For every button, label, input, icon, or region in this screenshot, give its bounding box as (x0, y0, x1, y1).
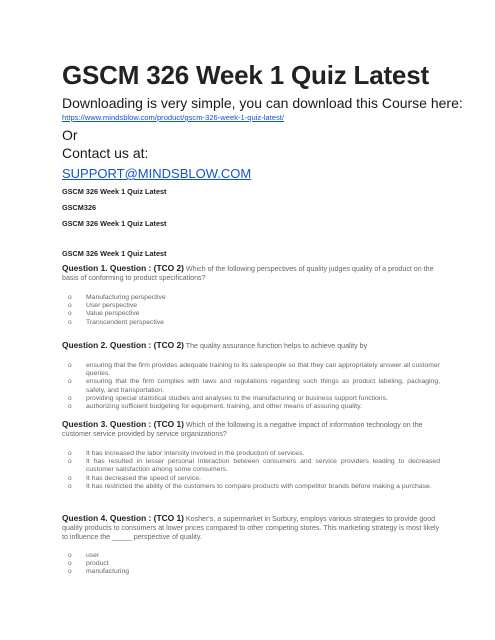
bullet-icon: o (68, 403, 72, 411)
option-item (62, 362, 440, 378)
question-text: Which of the following is a negative impact of information technology on the customer service provided by service organizations? (62, 421, 423, 439)
options-list-2 (62, 362, 440, 411)
question-text: The quality assurance function helps to achieve quality by (183, 342, 368, 350)
course-link[interactable]: https://www.mindsblow.com/product/gscm-326-week-1-quiz-latest/ (62, 113, 284, 122)
options-list-1 (62, 294, 440, 327)
tco-tag: (TCO 2) (153, 263, 184, 273)
option-item (62, 395, 440, 403)
option-text: product (86, 560, 109, 568)
bullet-icon: o (68, 310, 72, 318)
option-item (62, 378, 440, 394)
option-item (62, 475, 440, 483)
bullet-icon: o (68, 302, 72, 310)
option-text: authorizing sufficient budgeting for equipment, training, and other means of assuring quality. (86, 403, 362, 411)
options-list-4 (62, 552, 440, 577)
support-email-link[interactable]: SUPPORT@MINDSBLOW.COM (62, 166, 252, 181)
options-list-3 (62, 450, 440, 491)
option-item (62, 568, 440, 576)
bullet-icon: o (68, 560, 72, 568)
option-text: providing special statistical studies and analyses to the manufacturing or business support functions. (86, 394, 388, 402)
bullet-icon: o (68, 394, 72, 402)
option-item (62, 403, 440, 411)
course-title-line: GSCM 326 Week 1 Quiz Latest (62, 187, 167, 196)
bullet-icon: o (68, 294, 72, 301)
question-3 (62, 420, 442, 439)
question-heading: Question 4. Question : (62, 513, 154, 523)
bullet-icon: o (68, 474, 72, 482)
option-text: user (86, 552, 100, 559)
option-text: Value perspective (86, 310, 140, 318)
option-item (62, 552, 440, 560)
question-4 (62, 514, 442, 543)
page-title: GSCM 326 Week 1 Quiz Latest (62, 60, 429, 90)
option-text: Manufacturing perspective (86, 294, 166, 301)
question-heading: Question 1. Question : (62, 263, 154, 273)
option-item (62, 302, 440, 310)
bullet-icon: o (68, 362, 72, 369)
bullet-icon: o (68, 482, 72, 490)
option-text: ensuring that the firm provides adequate training to its salespeople so that they can appropriately answer all customer queries. (86, 362, 440, 378)
tco-tag: (TCO 1) (153, 419, 184, 429)
or-text: Or (62, 127, 78, 143)
course-title-line: GSCM 326 Week 1 Quiz Latest (62, 249, 167, 258)
option-item (62, 560, 440, 568)
option-item (62, 483, 440, 491)
option-item (62, 450, 440, 458)
option-item (62, 319, 440, 327)
bullet-icon: o (68, 378, 72, 386)
tco-tag: (TCO 2) (153, 340, 184, 350)
option-text: Transcendent perspective (86, 318, 164, 326)
question-heading: Question 3. Question : (62, 419, 154, 429)
option-item (62, 294, 440, 302)
bullet-icon: o (68, 568, 72, 576)
option-text: It has increased the labor intensity involved in the production of services. (86, 450, 305, 457)
download-intro: Downloading is very simple, you can download this Course here: (62, 95, 463, 111)
question-text: Which of the following perspectives of quality judges quality of a product on the basis of conforming to product specifications? (62, 265, 434, 283)
bullet-icon: o (68, 552, 72, 559)
option-text: It has resulted in lesser personal interaction between consumers and service providers leading to decreased customer satisfaction among some consumers. (86, 458, 440, 474)
course-code-line: GSCM326 (62, 203, 97, 212)
option-text: It has decreased the speed of service. (86, 474, 201, 482)
option-text: User perspective (86, 302, 137, 310)
option-text: It has restricted the ability of the customers to compare products with competitor brands before making a purchase. (86, 482, 432, 490)
question-2 (62, 341, 442, 351)
question-heading: Question 2. Question : (62, 340, 154, 350)
option-text: manufacturing (86, 568, 130, 576)
question-text: Kosher's, a supermarket in Surbury, employs various strategies to provide good quality products to consumers at lower prices compared to other competing stores. This marketing strategy is most likely to influence the _____ perspective of quality. (62, 515, 440, 542)
bullet-icon: o (68, 450, 72, 457)
tco-tag: (TCO 1) (153, 513, 184, 523)
course-title-line: GSCM 326 Week 1 Quiz Latest (62, 219, 167, 228)
option-item (62, 310, 440, 318)
question-1 (62, 264, 442, 283)
option-item (62, 458, 440, 474)
bullet-icon: o (68, 458, 72, 466)
bullet-icon: o (68, 318, 72, 326)
contact-text: Contact us at: (62, 145, 149, 161)
option-text: ensuring that the firm complies with laws and regulations regarding such things as product labeling, packaging, safety, and transportation. (86, 378, 440, 394)
